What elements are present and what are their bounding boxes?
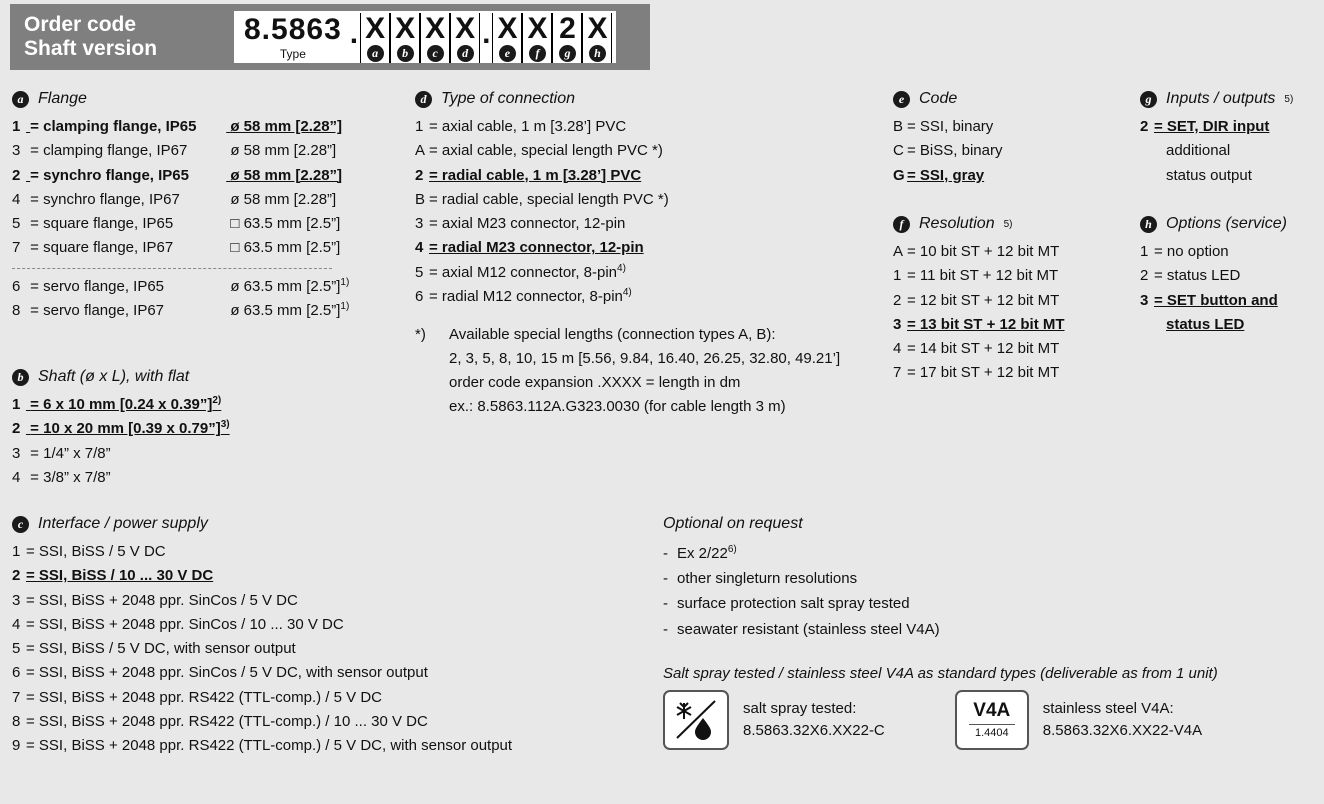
option-key: 2: [12, 567, 21, 585]
code-cell-h: [582, 13, 612, 63]
option-key: B: [893, 118, 904, 135]
special-lengths-note: [415, 323, 855, 419]
list-item: [12, 212, 372, 236]
badge-e: e: [499, 45, 516, 62]
option-key: 1: [12, 543, 21, 560]
salt-code: 8.5863.32X6.XX22-V4A: [1042, 722, 1203, 739]
salt-spray-section: [663, 665, 1313, 750]
option-text: = square flange, IP65: [30, 215, 174, 233]
option-key: 1: [1140, 243, 1149, 260]
option-key: 1: [12, 118, 21, 135]
list-item: [12, 589, 652, 613]
footnote-marker: 2): [212, 395, 222, 406]
list-item: [1140, 115, 1324, 139]
section-header: [12, 90, 372, 108]
option-key: A: [893, 243, 904, 260]
salt-title: Salt spray tested / stainless steel V4A as standard types (deliverable as from 1 unit): [663, 665, 1218, 682]
footnote-marker: 1): [340, 276, 350, 288]
option-key: 2: [1140, 267, 1149, 285]
option-text: = 12 bit ST + 12 bit MT: [907, 291, 1060, 309]
option-key: 6: [12, 277, 21, 295]
page-title: [10, 13, 234, 61]
code-char: X: [365, 12, 386, 45]
section-title: Options (service): [1166, 215, 1287, 232]
salt-row: [663, 690, 1313, 750]
list-item: [415, 188, 855, 212]
salt-label: stainless steel V4A:: [1042, 700, 1174, 718]
divider: [12, 268, 332, 269]
section-title: Flange: [38, 90, 87, 107]
list-item: [12, 188, 372, 212]
option-text: = SSI, BiSS / 5 V DC, with sensor output: [26, 640, 296, 658]
option-text: additional: [1166, 142, 1231, 160]
option-key: 3: [1140, 291, 1149, 309]
option-key: 6: [415, 288, 424, 306]
list-item: [893, 115, 1123, 139]
list-item: [12, 417, 372, 441]
option-key: 2: [893, 291, 902, 309]
list-item: [415, 115, 855, 139]
option-key: 1: [893, 267, 902, 285]
badge-e-icon: e: [893, 91, 910, 108]
badge-g: g: [559, 45, 576, 62]
option-text: = no option: [1154, 243, 1229, 260]
v4a-sub: 1.4404: [969, 724, 1015, 739]
option-key: 2: [415, 166, 424, 184]
list-item: [1140, 264, 1324, 288]
section-connection: [415, 90, 855, 419]
option-text: Ex 2/22: [677, 545, 728, 562]
section-title: Shaft (ø x L), with flat: [38, 368, 190, 385]
option-text: = clamping flange, IP65: [30, 118, 197, 135]
option-text: = 11 bit ST + 12 bit MT: [907, 267, 1059, 285]
section-header: [12, 515, 652, 533]
note-line: order code expansion .XXXX = length in dm: [449, 374, 741, 392]
badge-a: a: [367, 45, 384, 62]
list-item: [12, 164, 372, 188]
option-text: = SSI, BiSS + 2048 ppr. RS422 (TTL-comp.) / 5 V DC, with sensor output: [26, 737, 513, 755]
option-text: = SSI, BiSS / 10 ... 30 V DC: [26, 567, 214, 585]
footnote-marker: *): [415, 326, 426, 344]
option-key: 4: [415, 239, 424, 257]
section-title: Code: [919, 90, 958, 107]
option-key: 7: [893, 364, 902, 382]
snowflake-droplet-icon: [663, 690, 729, 750]
type-value: 8.5863: [244, 13, 342, 46]
option-text: = SET, DIR input: [1154, 118, 1270, 135]
option-text2: □ 63.5 mm [2.5”]: [230, 239, 341, 257]
footnote-marker: 5): [1003, 218, 1013, 230]
footnote-marker: 4): [617, 262, 626, 274]
section-title: Inputs / outputs: [1166, 90, 1276, 107]
badge-f: f: [529, 45, 546, 62]
list-item-continuation: [1140, 164, 1324, 188]
option-key: C: [893, 142, 904, 160]
list-item: [1140, 240, 1324, 264]
list-item: [12, 115, 372, 139]
option-text: = 10 x 20 mm [0.39 x 0.79”]: [30, 420, 221, 438]
list-item: [12, 661, 652, 685]
section-header: [415, 90, 855, 108]
section-title: Resolution: [919, 215, 995, 232]
badge-b: b: [397, 45, 414, 62]
footnote-marker: 3): [220, 419, 230, 431]
option-text: = servo flange, IP65: [30, 277, 165, 295]
option-key: 4: [12, 615, 21, 633]
option-key: 3: [12, 591, 21, 609]
option-text: = axial cable, 1 m [3.28’] PVC: [429, 118, 627, 135]
badge-d-icon: d: [415, 91, 432, 108]
list-item: [415, 212, 855, 236]
code-cell-b: [390, 13, 420, 63]
badge-c: c: [427, 45, 444, 62]
list-item: [12, 564, 652, 588]
note-line: ex.: 8.5863.112A.G323.0030 (for cable length 3 m): [449, 398, 786, 416]
v4a-title: V4A: [973, 700, 1011, 721]
option-key: 8: [12, 713, 21, 731]
badge-b-icon: b: [12, 369, 29, 386]
option-key: 6: [12, 664, 21, 682]
list-item: [12, 139, 372, 163]
list-item: [12, 299, 372, 323]
list-item: [893, 313, 1123, 337]
code-cell-c: [420, 13, 450, 63]
list-item: - surface protection salt spray tested: [663, 595, 910, 613]
optional-title: Optional on request: [663, 515, 803, 532]
option-text: = clamping flange, IP67: [30, 142, 188, 160]
option-text2: ø 58 mm [2.28”]: [230, 190, 337, 208]
list-item-continuation: [1140, 139, 1324, 163]
badge-d: d: [457, 45, 474, 62]
option-text: status LED: [1166, 315, 1245, 333]
option-text: = axial M23 connector, 12-pin: [429, 215, 626, 233]
salt-right-text: [1043, 698, 1202, 742]
title-line-2: Shaft version: [24, 37, 158, 60]
list-item: [893, 289, 1123, 313]
footnote-marker: 4): [622, 287, 632, 299]
option-key: 1: [415, 118, 424, 135]
option-text: = SSI, binary: [907, 118, 994, 135]
option-text: = radial cable, special length PVC *): [429, 190, 669, 208]
list-item: [415, 139, 855, 163]
section-interface: [12, 515, 652, 759]
type-cell: [238, 13, 348, 63]
option-text: other singleturn resolutions: [677, 570, 858, 588]
option-text: = 6 x 10 mm [0.24 x 0.39”]: [30, 396, 213, 413]
section-title: Type of connection: [441, 90, 576, 107]
option-text: = synchro flange, IP65: [30, 166, 189, 184]
section-shaft: [12, 368, 372, 490]
footnote-marker: 5): [1284, 93, 1294, 105]
list-item: [12, 710, 652, 734]
option-text: surface protection salt spray tested: [677, 595, 910, 613]
option-text: = 13 bit ST + 12 bit MT: [907, 315, 1065, 333]
badge-h: h: [589, 45, 606, 62]
option-text: = synchro flange, IP67: [30, 190, 180, 208]
option-key: 9: [12, 737, 21, 755]
option-text2: ø 58 mm [2.28”]: [230, 118, 343, 135]
option-text: = 10 bit ST + 12 bit MT: [907, 243, 1060, 260]
option-text: = axial M12 connector, 8-pin: [429, 263, 618, 281]
option-key: 3: [12, 142, 21, 160]
option-key: 4: [12, 190, 21, 208]
section-header: [1140, 90, 1324, 108]
option-text: = radial cable, 1 m [3.28’] PVC: [429, 166, 642, 184]
section-inputs-outputs: [1140, 90, 1324, 188]
option-key: 2: [1140, 118, 1149, 135]
code-char: X: [527, 12, 548, 45]
section-flange: [12, 90, 372, 323]
list-item: [12, 613, 652, 637]
badge-c-icon: c: [12, 516, 29, 533]
option-key: A: [415, 142, 426, 160]
optional-on-request: [663, 515, 1303, 642]
option-text2: ø 58 mm [2.28”]: [230, 142, 337, 160]
option-key: 5: [415, 263, 424, 281]
section-code: [893, 90, 1123, 188]
code-cell-g: [552, 13, 582, 63]
code-char: 2: [559, 12, 576, 45]
list-item: [12, 686, 652, 710]
order-code-box: [234, 11, 616, 63]
code-char: X: [587, 12, 608, 45]
list-item: - other singleturn resolutions: [663, 570, 858, 588]
section-title: Interface / power supply: [38, 515, 208, 532]
list-item: [893, 164, 1123, 188]
section-header: [12, 368, 372, 386]
code-char: X: [395, 12, 416, 45]
option-text: = square flange, IP67: [30, 239, 174, 257]
option-text: = radial M23 connector, 12-pin: [429, 239, 644, 257]
code-cell-e: [492, 13, 522, 63]
option-text: = radial M12 connector, 8-pin: [429, 288, 623, 306]
separator-1: .: [349, 17, 359, 50]
list-item: [12, 236, 372, 260]
option-text: = SET button and: [1154, 291, 1278, 309]
code-cell-a: [360, 13, 390, 63]
badge-h-icon: h: [1140, 216, 1157, 233]
option-text: = SSI, BiSS / 5 V DC: [26, 543, 166, 560]
option-key: B: [415, 190, 426, 208]
list-item: [12, 540, 652, 564]
badge-g-icon: g: [1140, 91, 1157, 108]
list-item: [12, 734, 652, 758]
option-key: 4: [893, 340, 902, 358]
option-key: 3: [12, 444, 21, 462]
section-header: [893, 90, 1123, 108]
option-key: 3: [893, 315, 902, 333]
list-item-continuation: [1140, 313, 1324, 337]
salt-left-text: [743, 698, 885, 742]
option-text: = SSI, BiSS + 2048 ppr. RS422 (TTL-comp.) / 10 ... 30 V DC: [26, 713, 428, 731]
list-item: [415, 261, 855, 285]
list-item: [893, 139, 1123, 163]
option-text: = 1/4” x 7/8”: [30, 444, 111, 462]
section-resolution: [893, 215, 1123, 386]
list-item: [893, 264, 1123, 288]
option-text: status output: [1166, 166, 1252, 184]
list-item: - seawater resistant (stainless steel V4A): [663, 620, 940, 638]
list-item: [12, 393, 372, 417]
option-key: 7: [12, 239, 21, 257]
note-line: Available special lengths (connection types A, B):: [449, 326, 776, 344]
list-item: [415, 285, 855, 309]
option-text: = SSI, BiSS + 2048 ppr. SinCos / 5 V DC, with sensor output: [26, 664, 428, 682]
v4a-icon: [955, 690, 1029, 750]
title-line-1: Order code: [24, 12, 137, 36]
option-key: 2: [12, 420, 21, 438]
option-key: 1: [12, 396, 21, 413]
section-header: [1140, 215, 1324, 233]
option-text: = axial cable, special length PVC *): [429, 142, 663, 160]
option-text2: □ 63.5 mm [2.5”]: [230, 215, 341, 233]
option-text2: ø 63.5 mm [2.5”]: [230, 277, 341, 295]
option-text2: ø 58 mm [2.28”]: [230, 166, 343, 184]
option-key: 5: [12, 215, 21, 233]
option-text: = SSI, BiSS + 2048 ppr. RS422 (TTL-comp.) / 5 V DC: [26, 688, 382, 706]
list-item: [415, 236, 855, 260]
list-item: - Ex 2/22$^{6)}$: [663, 544, 737, 562]
option-text2: ø 63.5 mm [2.5”]: [230, 302, 341, 320]
code-char: X: [455, 12, 476, 45]
order-code-header: [10, 4, 650, 70]
code-char: X: [425, 12, 446, 45]
option-key: 4: [12, 468, 21, 486]
option-text: seawater resistant (stainless steel V4A): [677, 620, 940, 638]
badge-f-icon: f: [893, 216, 910, 233]
option-text: = 14 bit ST + 12 bit MT: [907, 340, 1060, 358]
list-item: [415, 164, 855, 188]
option-text: = 17 bit ST + 12 bit MT: [907, 364, 1060, 382]
salt-code: 8.5863.32X6.XX22-C: [743, 722, 885, 739]
list-item: [12, 466, 372, 490]
option-text: = status LED: [1154, 267, 1241, 285]
list-item: [12, 275, 372, 299]
option-key: G: [893, 166, 905, 184]
list-item: [12, 442, 372, 466]
type-label: Type: [279, 47, 306, 61]
option-text: = SSI, BiSS + 2048 ppr. SinCos / 5 V DC: [26, 591, 298, 609]
list-item: [12, 637, 652, 661]
list-item: [893, 240, 1123, 264]
option-key: 3: [415, 215, 424, 233]
option-key: 7: [12, 688, 21, 706]
badge-a-icon: a: [12, 91, 29, 108]
section-header: [893, 215, 1123, 233]
option-text: = SSI, BiSS + 2048 ppr. SinCos / 10 ... 30 V DC: [26, 615, 344, 633]
salt-label: salt spray tested:: [743, 700, 857, 718]
footnote-marker: 1): [340, 301, 350, 313]
list-item: [1140, 289, 1324, 313]
code-cell-d: [450, 13, 480, 63]
list-item: [893, 361, 1123, 385]
section-options: [1140, 215, 1324, 337]
option-text: = servo flange, IP67: [30, 302, 165, 320]
code-char: X: [497, 12, 518, 45]
note-line: 2, 3, 5, 8, 10, 15 m [5.56, 9.84, 16.40, 26.25, 32.80, 49.21’]: [449, 350, 841, 368]
option-key: 5: [12, 640, 21, 658]
option-key: 8: [12, 302, 21, 320]
footnote-marker: 6): [727, 544, 737, 555]
code-cell-f: [522, 13, 552, 63]
list-item: [893, 337, 1123, 361]
option-key: 2: [12, 166, 21, 184]
option-text: = 3/8” x 7/8”: [30, 468, 111, 486]
option-text: = BiSS, binary: [907, 142, 1003, 160]
option-text: = SSI, gray: [907, 166, 985, 184]
separator-2: .: [482, 17, 491, 50]
